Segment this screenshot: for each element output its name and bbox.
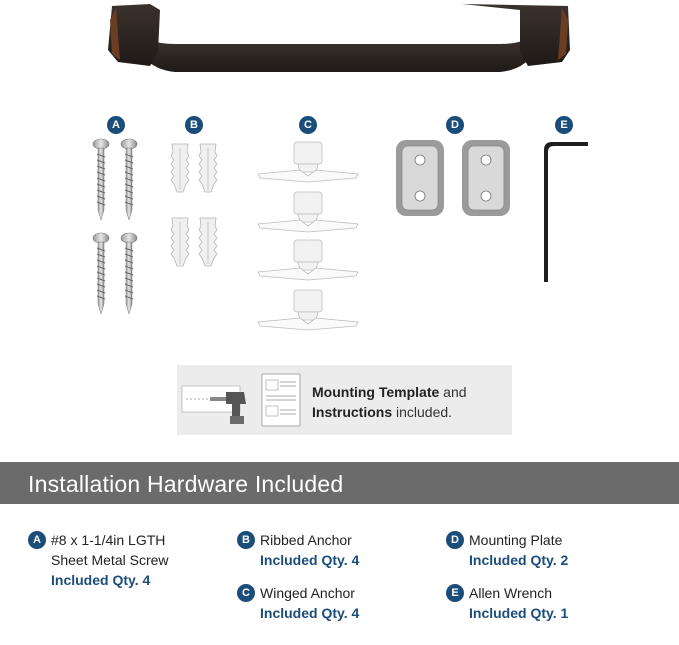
note-rest-2: included. [392,404,453,420]
item-c [260,583,359,623]
item-badge-c: C [237,584,255,602]
note-bold-2: Instructions [312,404,393,420]
item-a [51,530,169,590]
label-badge-b: B [185,116,203,134]
section-title: Installation Hardware Included [28,471,344,497]
item-a-qty: Included Qty. 4 [51,572,151,588]
item-e-name: Allen Wrench [469,585,553,601]
item-c-qty: Included Qty. 4 [260,605,360,621]
item-b [260,530,359,570]
item-a-name-1: #8 x 1-1/4in LGTH [51,532,166,548]
item-badge-d: D [446,531,464,549]
item-b-name: Ribbed Anchor [260,532,352,548]
hardware-illustration [0,130,679,340]
cabinet-pull-image [0,0,679,100]
item-badge-e: E [446,584,464,602]
label-badge-e: E [555,116,573,134]
note-rest-1: and [439,384,467,400]
mounting-template-text [312,382,502,422]
label-badge-c: C [299,116,317,134]
label-badge-d: D [446,116,464,134]
item-d [469,530,568,570]
label-badge-a: A [107,116,125,134]
item-b-qty: Included Qty. 4 [260,552,360,568]
item-d-qty: Included Qty. 2 [469,552,569,568]
item-c-name: Winged Anchor [260,585,355,601]
item-a-name-2: Sheet Metal Screw [51,552,169,568]
note-bold-1: Mounting Template [312,384,440,400]
drill-template-illustration [180,370,305,430]
item-badge-b: B [237,531,255,549]
item-d-name: Mounting Plate [469,532,563,548]
item-e [469,583,568,623]
item-e-qty: Included Qty. 1 [469,605,569,621]
item-badge-a: A [28,531,46,549]
